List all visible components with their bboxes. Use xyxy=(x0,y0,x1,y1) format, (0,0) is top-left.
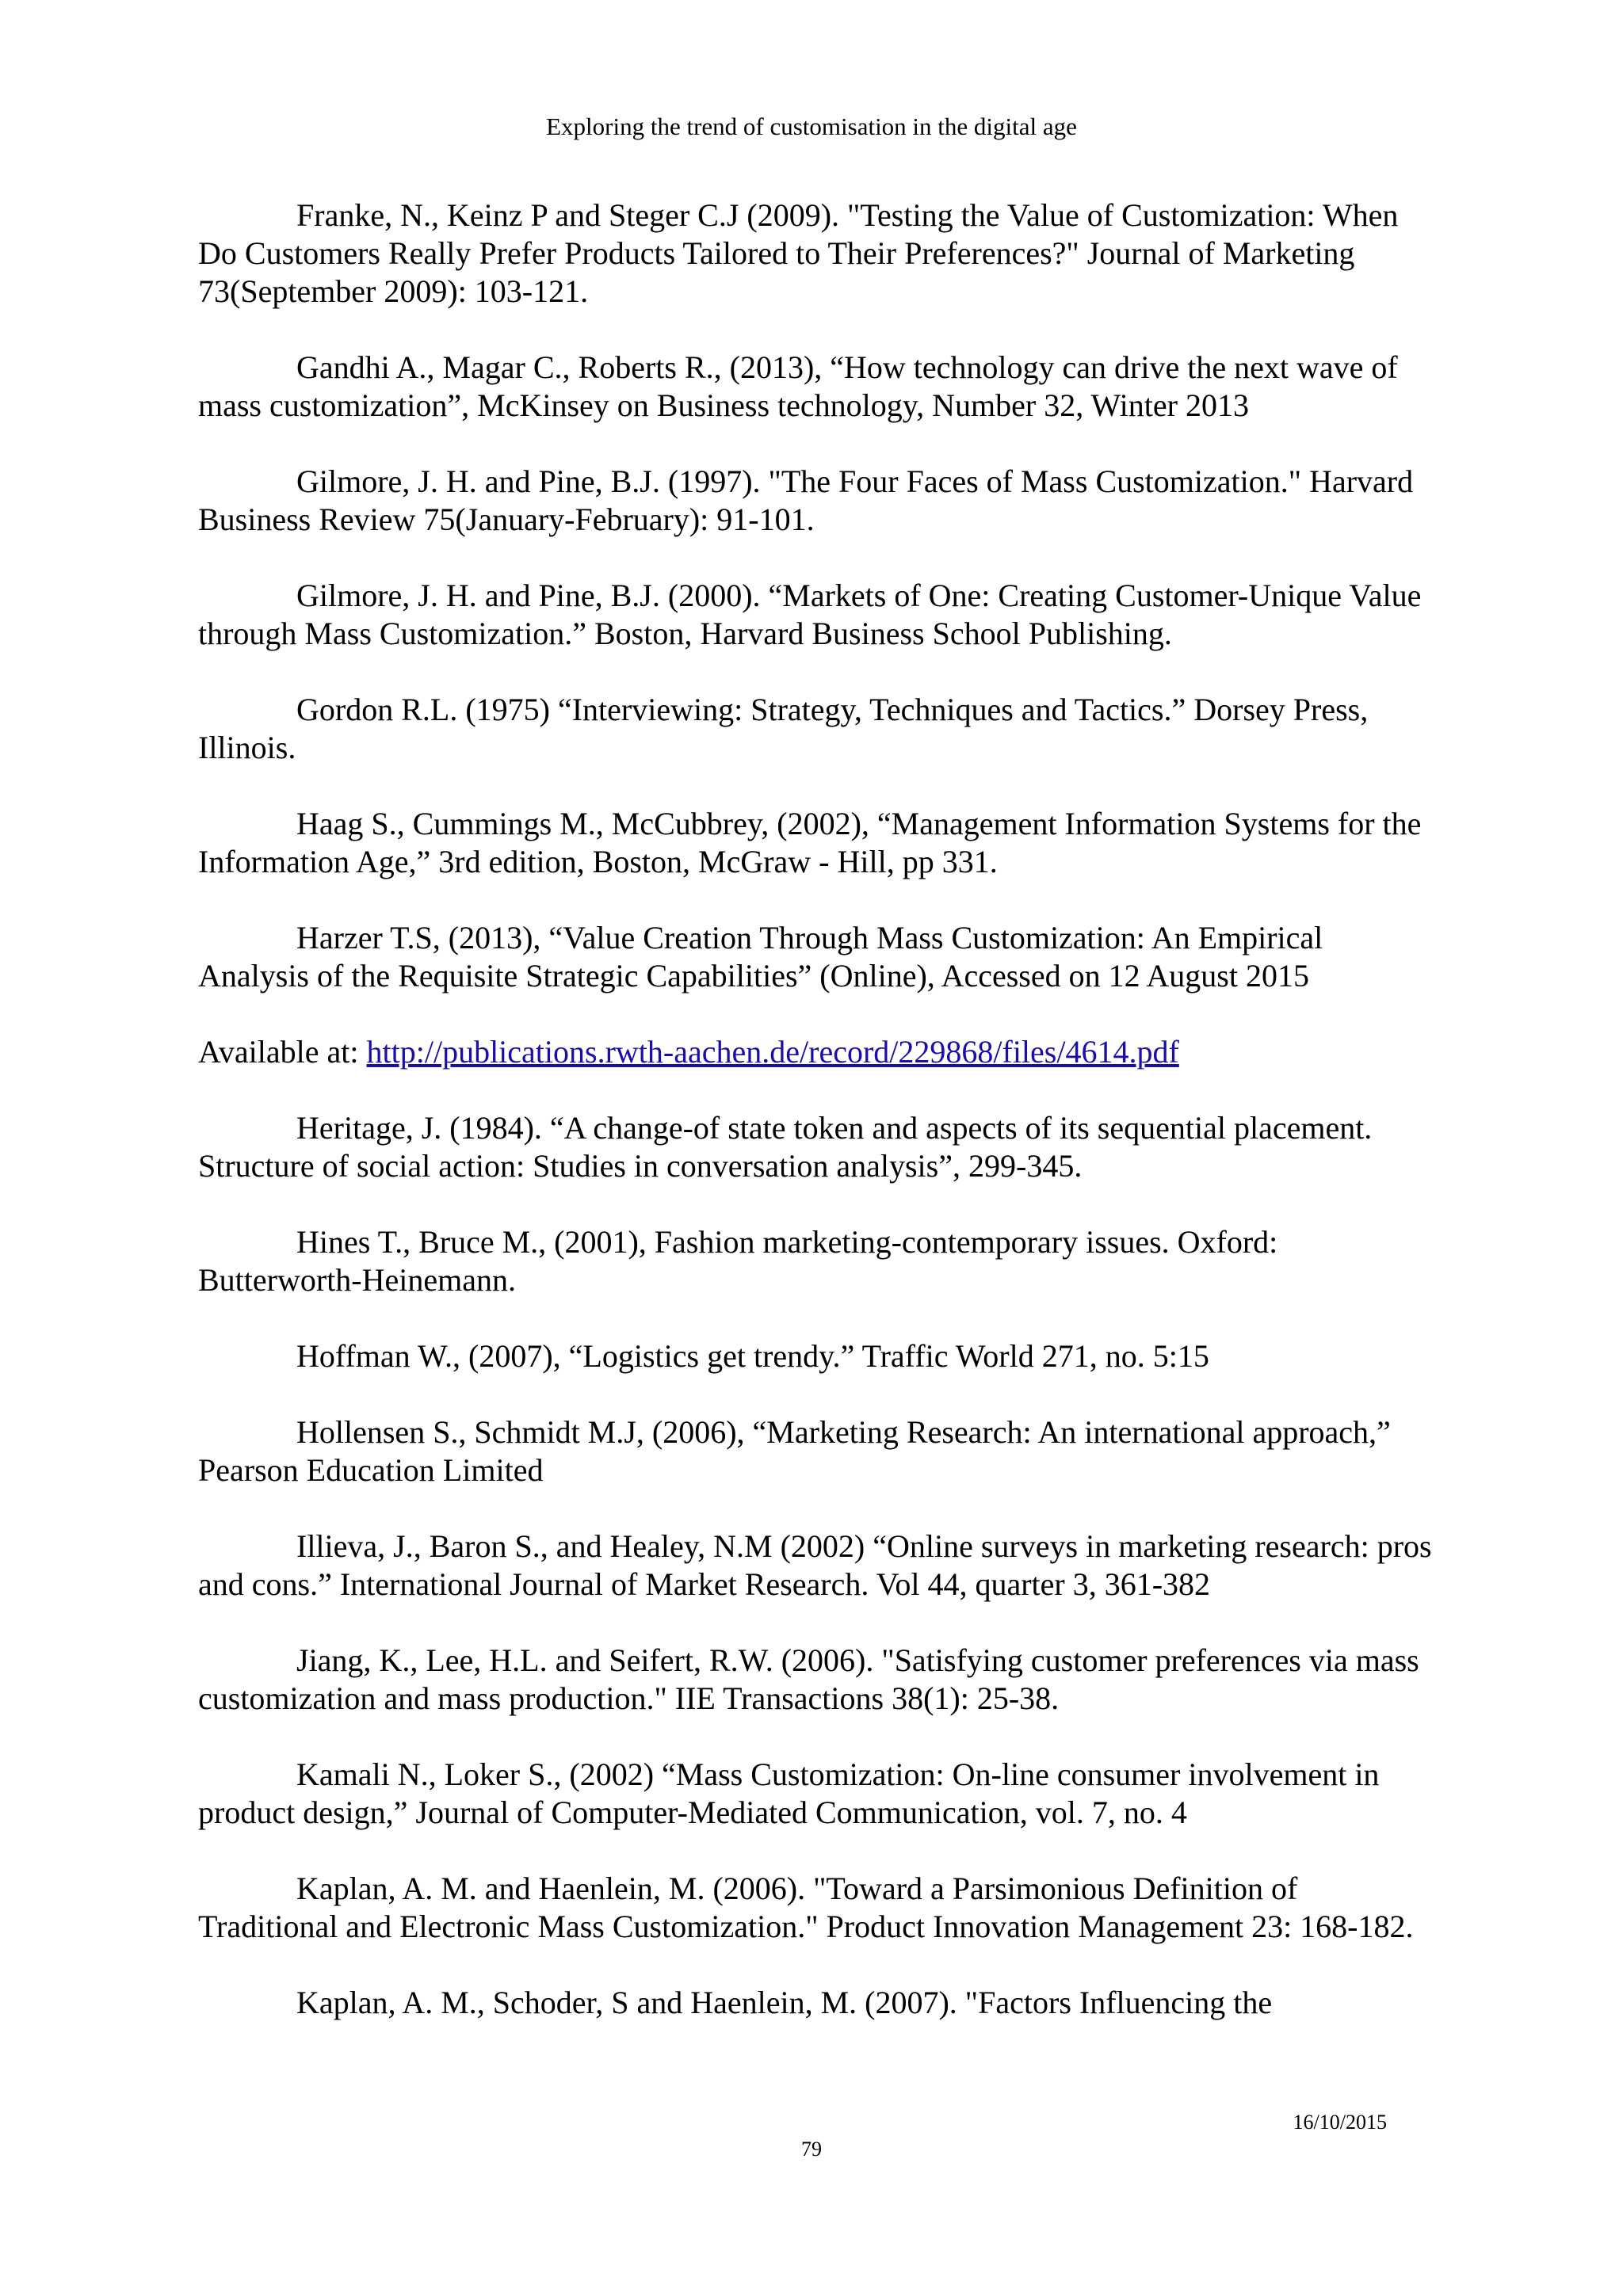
reference-entry: Kaplan, A. M. and Haenlein, M. (2006). "Toward a Parsimonious Definition of Traditional and Electronic Mass Customization." Product Innovation Management 23: 168-182. xyxy=(198,1871,1414,1944)
reference-entry: Gilmore, J. H. and Pine, B.J. (1997). "The Four Faces of Mass Customization." Harvard Business Review 75(January-February): 91-101. xyxy=(198,463,1414,537)
running-header: Exploring the trend of customisation in the digital age xyxy=(546,113,1077,140)
reference-list xyxy=(198,196,1434,2060)
footer-date: 16/10/2015 xyxy=(1293,2111,1387,2134)
reference-entry: Hoffman W., (2007), “Logistics get trendy.” Traffic World 271, no. 5:15 xyxy=(296,1338,1209,1374)
reference-entry: Kamali N., Loker S., (2002) “Mass Customization: On-line consumer involvement in product design,” Journal of Computer-Mediated Communication, vol. 7, no. 4 xyxy=(198,1756,1380,1830)
page-number: 79 xyxy=(801,2138,822,2161)
reference-link[interactable]: http://publications.rwth-aachen.de/record/229868/files/4614.pdf xyxy=(366,1034,1179,1070)
reference-entry: Franke, N., Keinz P and Steger C.J (2009). "Testing the Value of Customization: When Do Customers Really Prefer Products Tailored to Their Preferences?" Journal of Marketing 73(September 2009): 103-121. xyxy=(198,197,1399,309)
reference-entry: Hollensen S., Schmidt M.J, (2006), “Marketing Research: An international approach,” Pearson Education Limited xyxy=(198,1414,1391,1488)
reference-entry: Jiang, K., Lee, H.L. and Seifert, R.W. (2006). "Satisfying customer preferences via mass customization and mass production." IIE Transactions 38(1): 25-38. xyxy=(198,1642,1419,1716)
reference-entry: Haag S., Cummings M., McCubbrey, (2002), “Management Information Systems for the Information Age,” 3rd edition, Boston, McGraw - Hill, pp 331. xyxy=(198,806,1422,879)
available-at-line xyxy=(198,1033,1434,1071)
available-at-label: Available at: xyxy=(198,1034,367,1070)
reference-entry: Hines T., Bruce M., (2001), Fashion marketing-contemporary issues. Oxford: Butterworth-Heinemann. xyxy=(198,1224,1278,1298)
reference-entry: Kaplan, A. M., Schoder, S and Haenlein, M. (2007). "Factors Influencing the xyxy=(296,1985,1273,2020)
reference-entry: Harzer T.S, (2013), “Value Creation Through Mass Customization: An Empirical Analysis of the Requisite Strategic Capabilities” (Online), Accessed on 12 August 2015 xyxy=(198,920,1323,994)
reference-entry: Heritage, J. (1984). “A change-of state token and aspects of its sequential placement. Structure of social action: Studies in conversation analysis”, 299-345. xyxy=(198,1110,1373,1184)
reference-entry: Gordon R.L. (1975) “Interviewing: Strategy, Techniques and Tactics.” Dorsey Press, Illinois. xyxy=(198,692,1369,765)
reference-entry: Gandhi A., Magar C., Roberts R., (2013), “How technology can drive the next wave of mass customization”, McKinsey on Business technology, Number 32, Winter 2013 xyxy=(198,349,1398,423)
reference-entry: Illieva, J., Baron S., and Healey, N.M (2002) “Online surveys in marketing research: pros and cons.” International Journal of Market Research. Vol 44, quarter 3, 361-382 xyxy=(198,1528,1432,1602)
reference-entry: Gilmore, J. H. and Pine, B.J. (2000). “Markets of One: Creating Customer-Unique Value through Mass Customization.” Boston, Harvard Business School Publishing. xyxy=(198,578,1422,651)
